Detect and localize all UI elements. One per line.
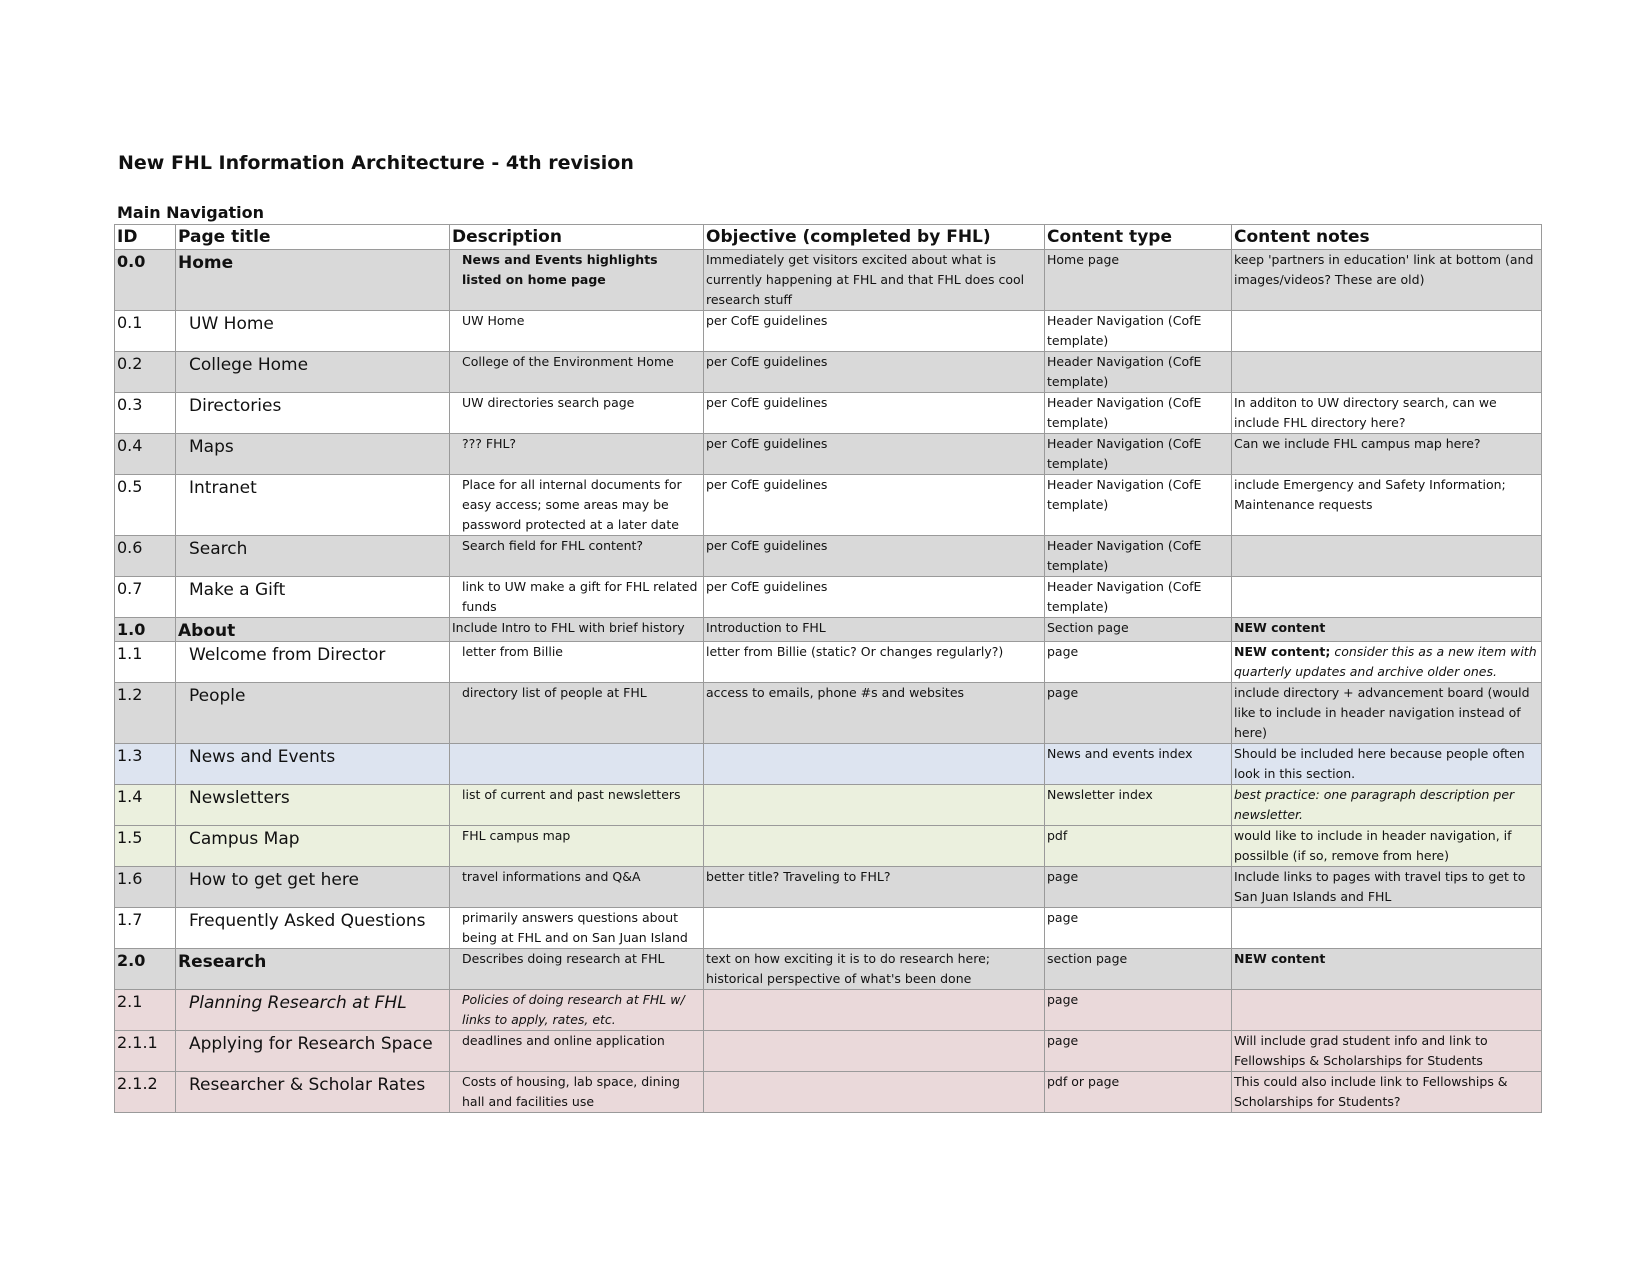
row-id: 0.6	[115, 536, 176, 577]
row-page-title: Search	[176, 536, 450, 577]
row-description: primarily answers questions about being at FHL and on San Juan Island	[450, 908, 704, 949]
row-description: ??? FHL?	[450, 434, 704, 475]
document-title: New FHL Information Architecture - 4th revision	[118, 152, 634, 174]
row-page-title: People	[176, 683, 450, 744]
row-id: 1.5	[115, 826, 176, 867]
column-header-page-title: Page title	[176, 225, 450, 250]
row-objective	[704, 990, 1045, 1031]
row-content-type: page	[1045, 908, 1232, 949]
row-id: 2.1.1	[115, 1031, 176, 1072]
row-content-notes	[1232, 949, 1542, 990]
notes-text: include directory + advancement board (would like to include in header navigation instead of here)	[1234, 685, 1530, 740]
row-content-type: Header Navigation (CofE template)	[1045, 434, 1232, 475]
row-objective: per CofE guidelines	[704, 393, 1045, 434]
table-row	[115, 393, 1542, 434]
row-description: letter from Billie	[450, 642, 704, 683]
row-id: 2.1.2	[115, 1072, 176, 1113]
row-content-notes	[1232, 826, 1542, 867]
row-id: 1.1	[115, 642, 176, 683]
notes-text: best practice: one paragraph description per newsletter.	[1234, 787, 1515, 822]
row-page-title: Frequently Asked Questions	[176, 908, 450, 949]
row-id: 1.2	[115, 683, 176, 744]
notes-text: would like to include in header navigation, if possilble (if so, remove from here)	[1234, 828, 1512, 863]
row-objective	[704, 744, 1045, 785]
table-row	[115, 683, 1542, 744]
row-description: travel informations and Q&A	[450, 867, 704, 908]
notes-text: Include links to pages with travel tips to get to San Juan Islands and FHL	[1234, 869, 1526, 904]
row-content-type: page	[1045, 1031, 1232, 1072]
column-header-id: ID	[115, 225, 176, 250]
notes-text: include Emergency and Safety Information; Maintenance requests	[1234, 477, 1506, 512]
row-objective	[704, 908, 1045, 949]
row-content-notes	[1232, 475, 1542, 536]
table-row	[115, 352, 1542, 393]
row-objective: Introduction to FHL	[704, 618, 1045, 642]
table-row	[115, 536, 1542, 577]
notes-emphasis: NEW content	[1234, 620, 1326, 635]
row-content-notes	[1232, 352, 1542, 393]
row-description: Policies of doing research at FHL w/ links to apply, rates, etc.	[450, 990, 704, 1031]
row-description: directory list of people at FHL	[450, 683, 704, 744]
row-description: FHL campus map	[450, 826, 704, 867]
row-description: Place for all internal documents for easy access; some areas may be password protected at a later date	[450, 475, 704, 536]
row-content-notes	[1232, 683, 1542, 744]
row-objective	[704, 1031, 1045, 1072]
row-id: 1.0	[115, 618, 176, 642]
row-content-notes	[1232, 434, 1542, 475]
column-header-description: Description	[450, 225, 704, 250]
row-content-type: page	[1045, 990, 1232, 1031]
row-objective: per CofE guidelines	[704, 352, 1045, 393]
row-page-title: College Home	[176, 352, 450, 393]
table-row	[115, 434, 1542, 475]
row-content-type: Header Navigation (CofE template)	[1045, 475, 1232, 536]
table-row	[115, 867, 1542, 908]
table-body	[115, 250, 1542, 1113]
row-objective	[704, 826, 1045, 867]
table-row	[115, 1031, 1542, 1072]
row-page-title: News and Events	[176, 744, 450, 785]
row-content-type: Newsletter index	[1045, 785, 1232, 826]
row-objective: per CofE guidelines	[704, 536, 1045, 577]
table-row	[115, 990, 1542, 1031]
row-description: UW Home	[450, 311, 704, 352]
column-header-content-notes: Content notes	[1232, 225, 1542, 250]
row-objective: letter from Billie (static? Or changes regularly?)	[704, 642, 1045, 683]
table-row	[115, 785, 1542, 826]
notes-text: This could also include link to Fellowships & Scholarships for Students?	[1234, 1074, 1508, 1109]
table-row	[115, 826, 1542, 867]
row-description: list of current and past newsletters	[450, 785, 704, 826]
row-page-title: Researcher & Scholar Rates	[176, 1072, 450, 1113]
table-row	[115, 949, 1542, 990]
row-content-type: Header Navigation (CofE template)	[1045, 311, 1232, 352]
row-content-notes	[1232, 618, 1542, 642]
row-page-title: Applying for Research Space	[176, 1031, 450, 1072]
row-description: News and Events highlights listed on home page	[450, 250, 704, 311]
row-content-notes	[1232, 393, 1542, 434]
row-id: 2.0	[115, 949, 176, 990]
row-objective	[704, 1072, 1045, 1113]
row-page-title: Maps	[176, 434, 450, 475]
table-row	[115, 475, 1542, 536]
row-description: Describes doing research at FHL	[450, 949, 704, 990]
row-page-title: Research	[176, 949, 450, 990]
table-row	[115, 1072, 1542, 1113]
section-title: Main Navigation	[117, 203, 265, 222]
row-content-type: Header Navigation (CofE template)	[1045, 577, 1232, 618]
row-page-title: Make a Gift	[176, 577, 450, 618]
row-content-type: section page	[1045, 949, 1232, 990]
row-objective: text on how exciting it is to do research here; historical perspective of what's been done	[704, 949, 1045, 990]
row-content-type: page	[1045, 642, 1232, 683]
row-content-notes	[1232, 311, 1542, 352]
ia-table	[114, 224, 1542, 1113]
row-content-notes	[1232, 744, 1542, 785]
row-id: 0.0	[115, 250, 176, 311]
row-page-title: About	[176, 618, 450, 642]
table-row	[115, 744, 1542, 785]
table-header-row	[115, 225, 1542, 250]
row-objective: per CofE guidelines	[704, 577, 1045, 618]
row-content-type: pdf	[1045, 826, 1232, 867]
row-description: Costs of housing, lab space, dining hall and facilities use	[450, 1072, 704, 1113]
table-row	[115, 618, 1542, 642]
notes-text: keep 'partners in education' link at bottom (and images/videos? These are old)	[1234, 252, 1534, 287]
row-content-type: Header Navigation (CofE template)	[1045, 393, 1232, 434]
row-description: Include Intro to FHL with brief history	[450, 618, 704, 642]
row-page-title: Home	[176, 250, 450, 311]
row-id: 1.3	[115, 744, 176, 785]
row-description: College of the Environment Home	[450, 352, 704, 393]
row-content-notes	[1232, 1072, 1542, 1113]
notes-emphasis: NEW content	[1234, 951, 1326, 966]
row-content-type: Header Navigation (CofE template)	[1045, 352, 1232, 393]
notes-text: Will include grad student info and link to Fellowships & Scholarships for Students	[1234, 1033, 1488, 1068]
notes-text: In additon to UW directory search, can we include FHL directory here?	[1234, 395, 1497, 430]
row-objective: access to emails, phone #s and websites	[704, 683, 1045, 744]
row-page-title: Intranet	[176, 475, 450, 536]
row-objective	[704, 785, 1045, 826]
table-row	[115, 250, 1542, 311]
row-objective: Immediately get visitors excited about what is currently happening at FHL and that FHL does cool research stuff	[704, 250, 1045, 311]
row-page-title: UW Home	[176, 311, 450, 352]
notes-text: Can we include FHL campus map here?	[1234, 436, 1481, 451]
row-content-notes	[1232, 642, 1542, 683]
row-content-notes	[1232, 908, 1542, 949]
row-id: 1.4	[115, 785, 176, 826]
row-id: 0.1	[115, 311, 176, 352]
row-content-type: Home page	[1045, 250, 1232, 311]
row-page-title: Newsletters	[176, 785, 450, 826]
row-page-title: How to get get here	[176, 867, 450, 908]
table-row	[115, 311, 1542, 352]
row-content-notes	[1232, 577, 1542, 618]
row-id: 1.6	[115, 867, 176, 908]
row-objective: per CofE guidelines	[704, 434, 1045, 475]
row-content-type: Header Navigation (CofE template)	[1045, 536, 1232, 577]
row-page-title: Campus Map	[176, 826, 450, 867]
row-description: link to UW make a gift for FHL related funds	[450, 577, 704, 618]
row-objective: per CofE guidelines	[704, 475, 1045, 536]
row-content-type: page	[1045, 683, 1232, 744]
column-header-content-type: Content type	[1045, 225, 1232, 250]
row-description	[450, 744, 704, 785]
row-id: 0.3	[115, 393, 176, 434]
row-content-type: Section page	[1045, 618, 1232, 642]
row-content-notes	[1232, 785, 1542, 826]
row-id: 0.7	[115, 577, 176, 618]
row-content-notes	[1232, 990, 1542, 1031]
row-description: deadlines and online application	[450, 1031, 704, 1072]
notes-emphasis: NEW content;	[1234, 644, 1331, 659]
row-id: 0.5	[115, 475, 176, 536]
row-description: UW directories search page	[450, 393, 704, 434]
row-content-notes	[1232, 1031, 1542, 1072]
row-description: Search field for FHL content?	[450, 536, 704, 577]
table-row	[115, 908, 1542, 949]
column-header-objective: Objective (completed by FHL)	[704, 225, 1045, 250]
row-id: 0.4	[115, 434, 176, 475]
row-objective: per CofE guidelines	[704, 311, 1045, 352]
row-page-title: Welcome from Director	[176, 642, 450, 683]
row-objective: better title? Traveling to FHL?	[704, 867, 1045, 908]
row-content-notes	[1232, 536, 1542, 577]
row-id: 0.2	[115, 352, 176, 393]
notes-text: consider this as a new item with quarterly updates and archive older ones.	[1234, 644, 1537, 679]
row-page-title: Planning Research at FHL	[176, 990, 450, 1031]
table-row	[115, 577, 1542, 618]
row-content-type: page	[1045, 867, 1232, 908]
notes-text: Should be included here because people often look in this section.	[1234, 746, 1525, 781]
row-content-type: News and events index	[1045, 744, 1232, 785]
table-row	[115, 642, 1542, 683]
row-content-notes	[1232, 250, 1542, 311]
row-content-type: pdf or page	[1045, 1072, 1232, 1113]
row-content-notes	[1232, 867, 1542, 908]
row-id: 1.7	[115, 908, 176, 949]
row-page-title: Directories	[176, 393, 450, 434]
row-id: 2.1	[115, 990, 176, 1031]
